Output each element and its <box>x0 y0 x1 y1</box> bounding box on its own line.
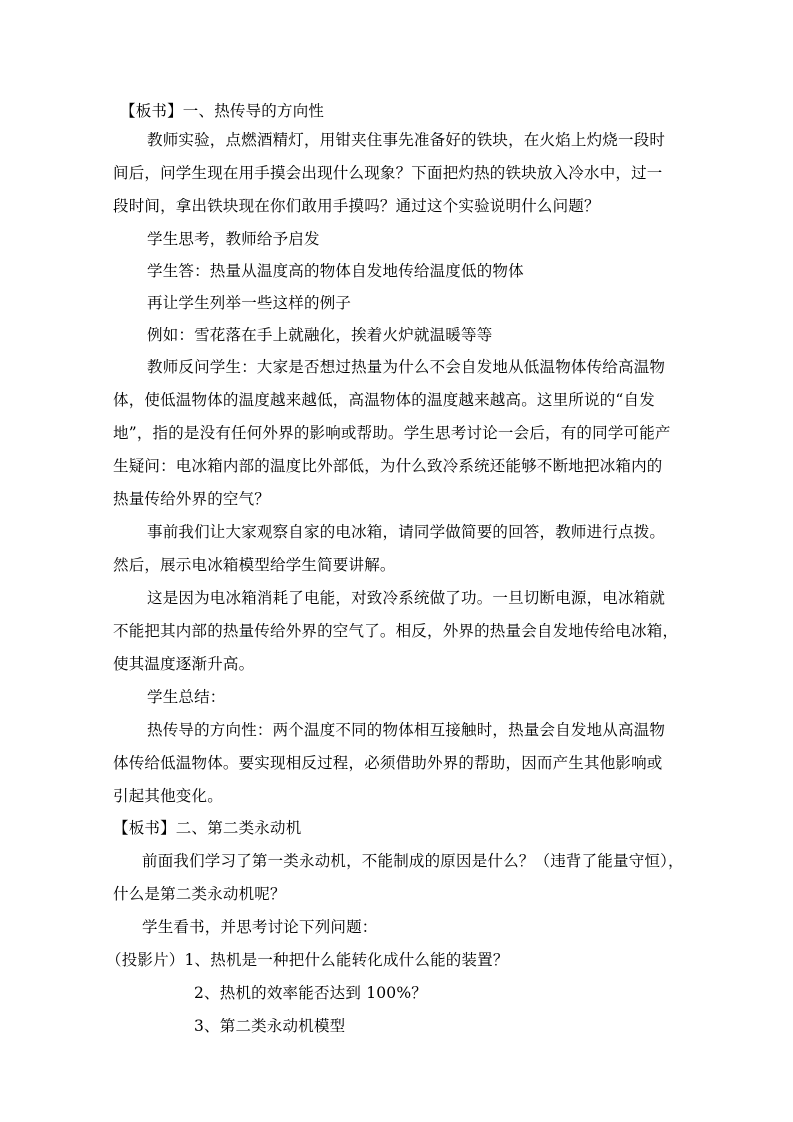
paragraph-line: 学生思考，教师给予启发 <box>147 230 320 248</box>
paragraph-line: 热量传给外界的空气？ <box>113 490 271 508</box>
paragraph-line: 学生答：热量从温度高的物体自发地传给温度低的物体 <box>147 262 524 280</box>
paragraph-line: 热传导的方向性：两个温度不同的物体相互接触时，热量会自发地从高温物 <box>147 721 666 739</box>
paragraph-line: 教师实验，点燃酒精灯，用钳夹住事先准备好的铁块，在火焰上灼烧一段时 <box>147 131 666 149</box>
question-line: 2、热机的效率能否达到 100%？ <box>194 984 428 1002</box>
paragraph-line: 前面我们学习了第一类永动机，不能制成的原因是什么？（违背了能量守恒）， <box>142 852 684 870</box>
paragraph-line: 体，使低温物体的温度越来越低，高温物体的温度越来越高。这里所说的“自发 <box>113 391 655 409</box>
paragraph-line: 例如：雪花落在手上就融化，挨着火炉就温暖等等 <box>147 326 493 344</box>
paragraph-line: 不能把其内部的热量传给外界的空气了。相反，外界的热量会自发地传给电冰箱， <box>113 622 679 640</box>
paragraph-line: 段时间，拿出铁块现在你们敢用手摸吗？通过这个实验说明什么问题？ <box>113 197 600 215</box>
paragraph-line: 这是因为电冰箱消耗了电能，对致冷系统做了功。一旦切断电源，电冰箱就 <box>147 589 666 607</box>
paragraph-line: 体传给低温物体。要实现相反过程，必须借助外界的帮助，因而产生其他影响或 <box>113 754 663 772</box>
heading-board-1: 【板书】一、热传导的方向性 <box>120 102 325 120</box>
paragraph-line: 使其温度逐渐升高。 <box>113 655 255 673</box>
paragraph-line: 地”，指的是没有任何外界的影响或帮助。学生思考讨论一会后，有的同学可能产 <box>113 424 671 442</box>
paragraph-line: 引起其他变化。 <box>113 787 223 805</box>
paragraph-line: 再让学生列举一些这样的例子 <box>147 294 352 312</box>
paragraph-line: 学生看书，并思考讨论下列问题： <box>142 918 378 936</box>
paragraph-line: 间后，问学生现在用手摸会出现什么现象？下面把灼热的铁块放入冷水中，过一 <box>113 164 663 182</box>
paragraph-line: 然后，展示电冰箱模型给学生简要讲解。 <box>113 556 396 574</box>
heading-board-2: 【板书】二、第二类永动机 <box>113 819 302 837</box>
paragraph-line: 事前我们让大家观察自家的电冰箱，请同学做简要的回答，教师进行点拨。 <box>147 523 666 541</box>
paragraph-line: 生疑问：电冰箱内部的温度比外部低，为什么致冷系统还能够不断地把冰箱内的 <box>113 457 663 475</box>
paragraph-line: 什么是第二类永动机呢？ <box>113 885 286 903</box>
question-line: （投影片）1、热机是一种把什么能转化成什么能的装置？ <box>106 951 509 969</box>
paragraph-line: 教师反问学生：大家是否想过热量为什么不会自发地从低温物体传给高温物 <box>147 358 666 376</box>
question-line: 3、第二类永动机模型 <box>194 1017 346 1035</box>
paragraph-line: 学生总结： <box>147 688 226 706</box>
